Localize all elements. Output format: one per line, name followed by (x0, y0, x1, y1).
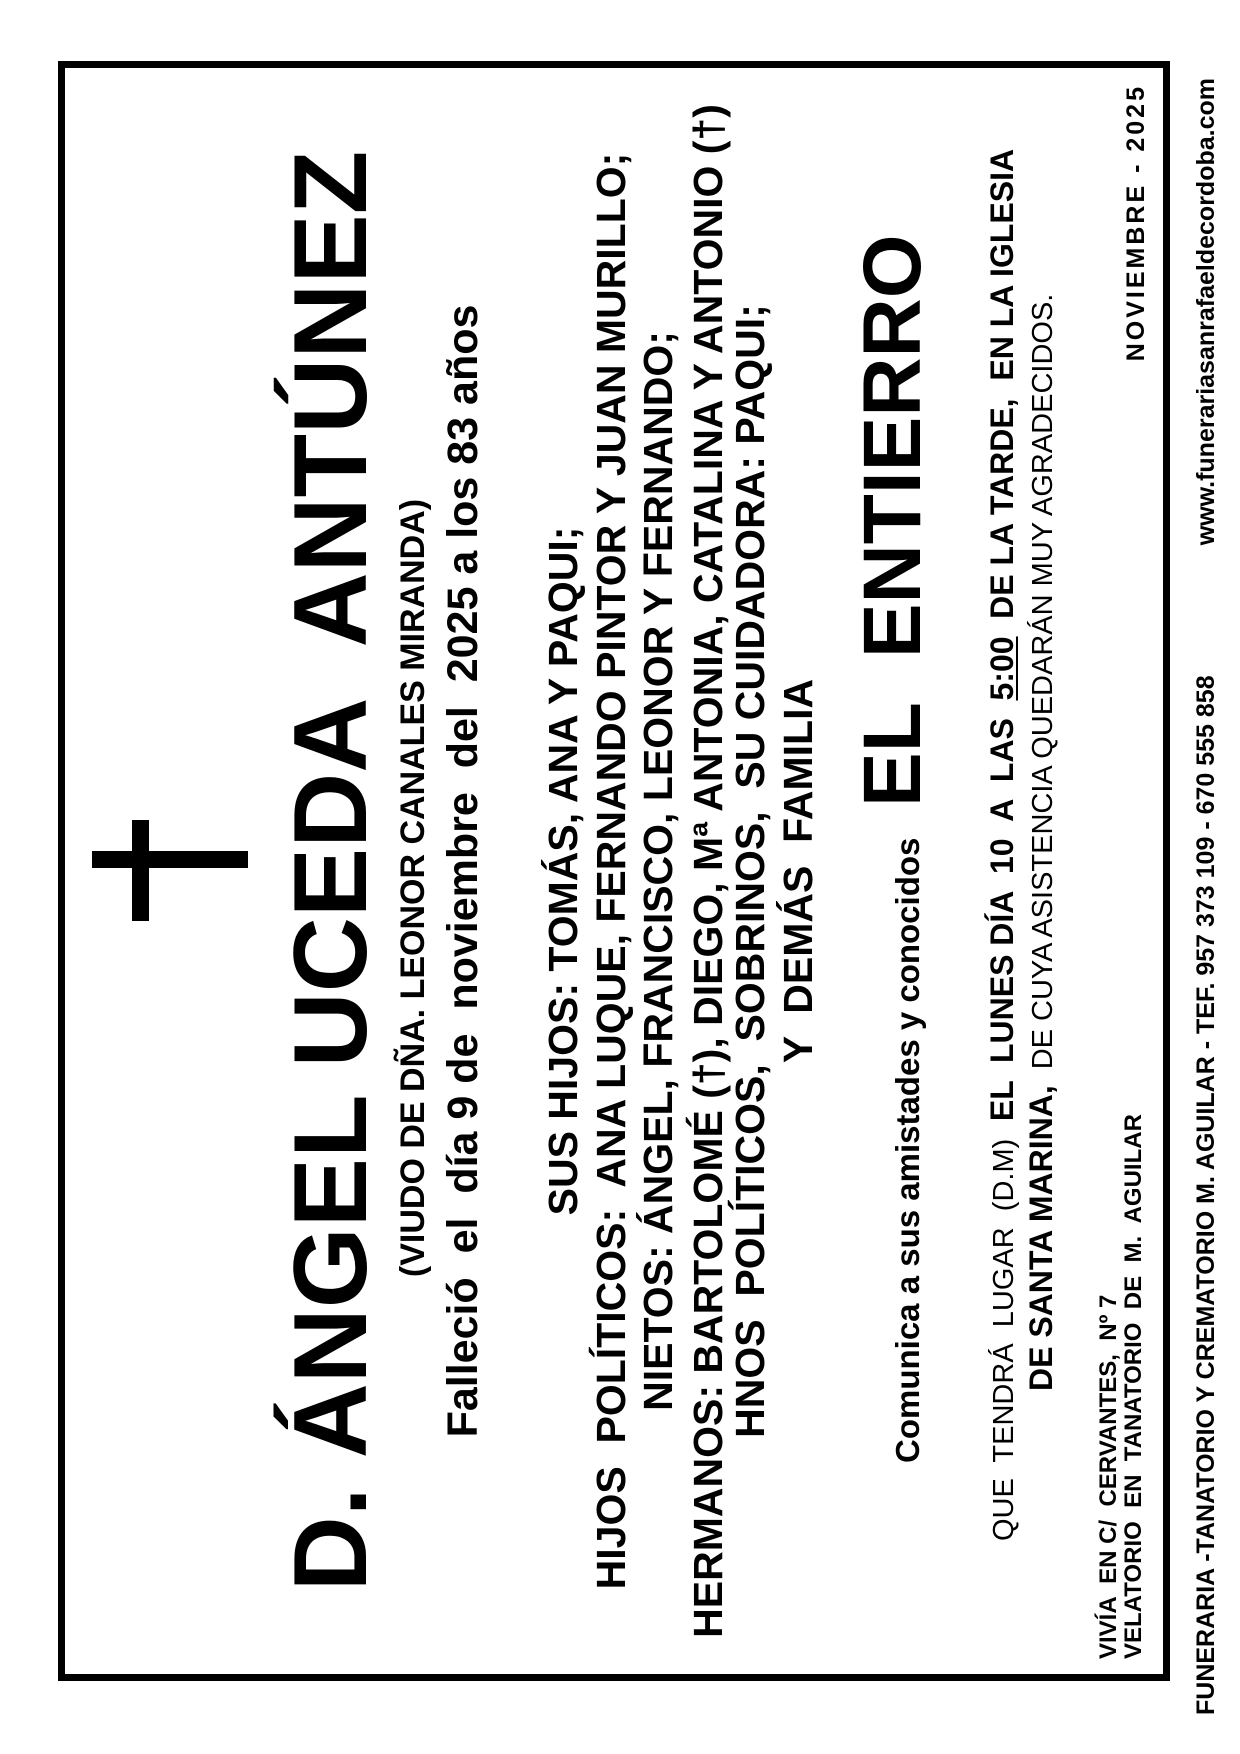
wake-location-text: VELATORIO EN TANATORIO DE M. AGUILAR (1120, 1114, 1147, 1659)
footer-company-text: FUNERARIA -TANATORIO Y CREMATORIO M. AGUILAR - TEF. 957 373 109 - 670 555 858 (1192, 675, 1220, 1715)
burial-date-text: EL LUNES DÍA 10 A LAS (984, 718, 1020, 1122)
date-stamp: NOVIEMBRE - 2025 (1122, 84, 1150, 362)
widower-note: (VIUDO DE DÑA. LEONOR CANALES MIRANDA) (394, 498, 432, 1278)
cross-bar (132, 820, 149, 921)
children-in-law-line: HIJOS POLÍTICOS: ANA LUQUE, FERNANDO PINTOR Y JUAN MURILLO; (588, 152, 634, 1590)
closing-text: DE CUYA ASISTENCIA QUEDARÁN MUY AGRADECIDOS. (1027, 293, 1059, 1070)
grandchildren-line: NIETOS: ÁNGEL, FRANCISCO, LEONOR Y FERNANDO; (635, 331, 681, 1411)
residence-text: VIVÍA EN C/ CERVANTES, Nº 7 (1095, 1294, 1122, 1659)
church-name-text: DE SANTA MARINA, (1023, 1085, 1059, 1391)
burial-line-1 (986, 149, 1020, 1541)
children-line: SUS HIJOS: TOMÁS, ANA Y PAQUI; (540, 526, 586, 1216)
burial-line-2 (1025, 294, 1059, 1391)
deceased-name: D. ÁNGEL UCEDA ANTÚNEZ (273, 150, 389, 1592)
burial-heading: EL ENTIERRO (847, 234, 938, 807)
footer (1194, 78, 1219, 1715)
siblings-in-law-line: HNOS POLÍTICOS, SOBRINOS, SU CUIDADORA: PAQUI; (727, 304, 773, 1438)
cross-post (92, 851, 248, 868)
announcement-text: Comunica a sus amistades y conocidos (889, 837, 926, 1463)
footer-website-text: www.funerariasanrafaeldecordoba.com (1192, 78, 1220, 546)
other-family-line: Y DEMÁS FAMILIA (775, 678, 821, 1064)
burial-time-text: 5:00 (984, 636, 1020, 701)
burial-place-text: DE LA TARDE, EN LA IGLESIA (984, 148, 1020, 619)
burial-intro-text: QUE TENDRÁ LUGAR (D.M) (988, 1138, 1020, 1541)
siblings-line: HERMANOS: BARTOLOMÉ (†), DIEGO, Mª ANTONIA, CATALINA Y ANTONIO (†) (685, 104, 731, 1638)
death-date-line: Falleció el día 9 de noviembre del 2025 a los 83 años (439, 304, 487, 1438)
